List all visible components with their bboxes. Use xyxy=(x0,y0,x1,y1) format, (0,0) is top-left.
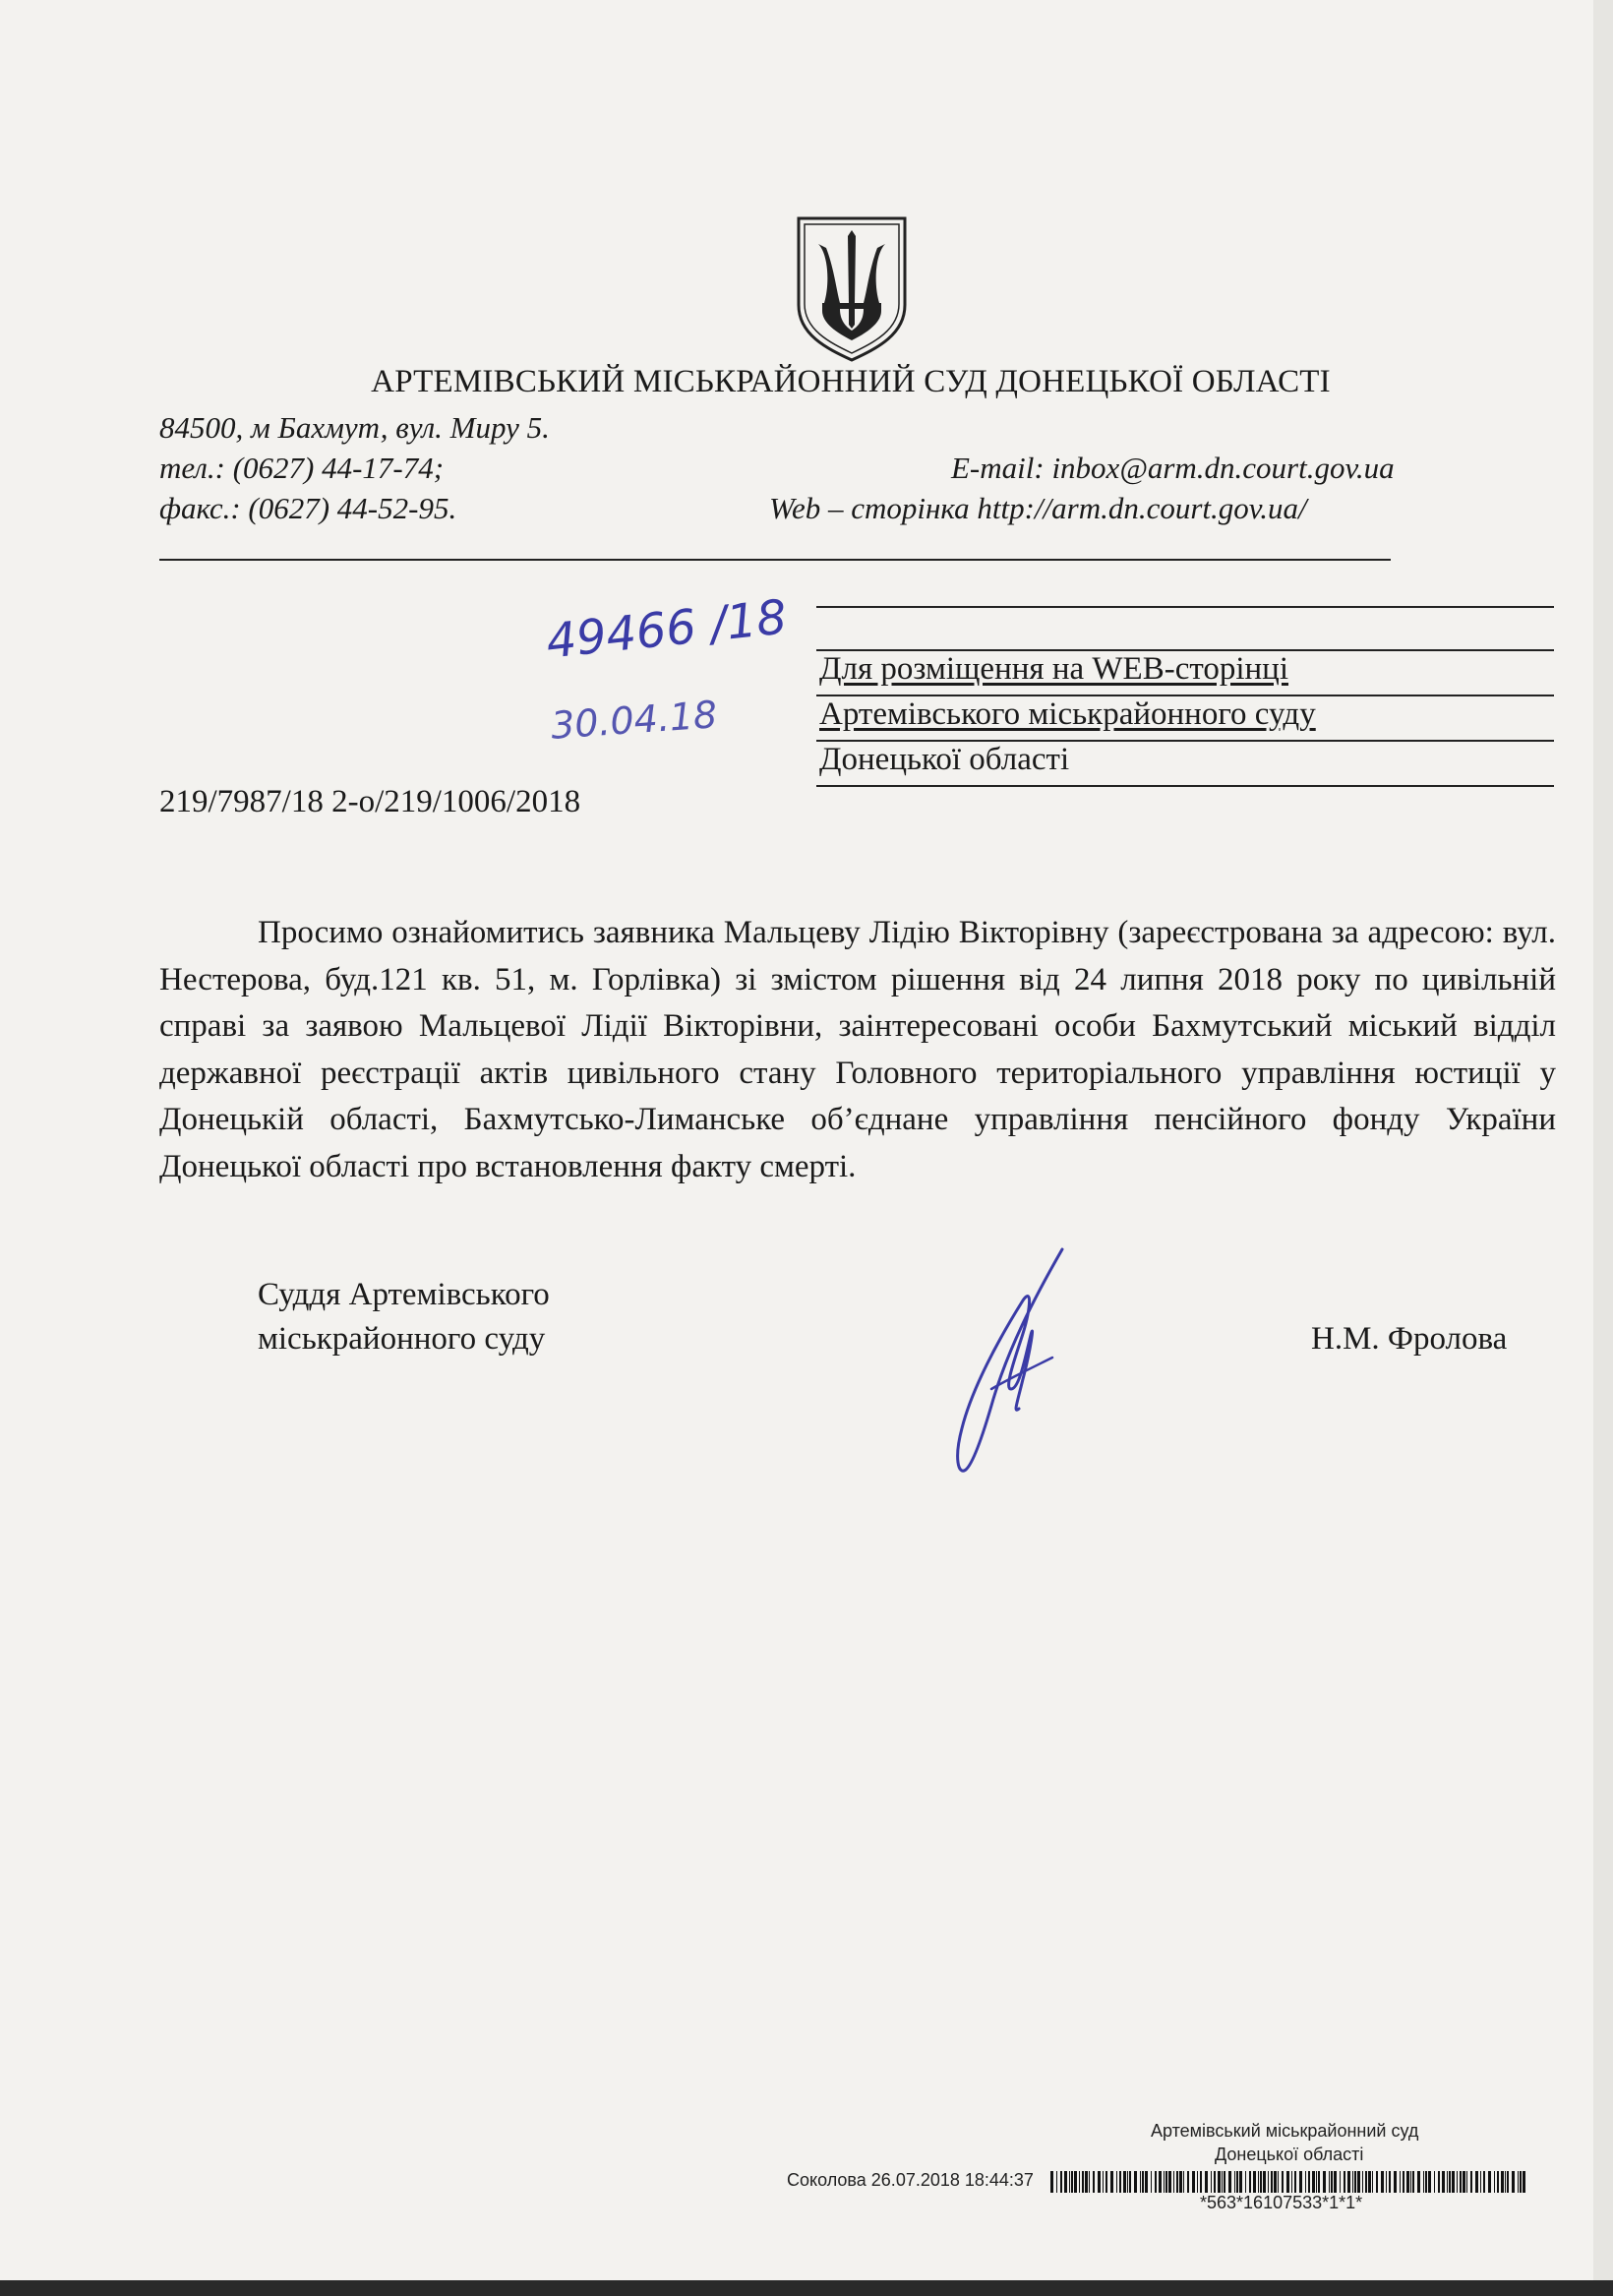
letter-body: Просимо ознайомитись заявника Мальцеву Лідію Вікторівну (зареєстрована за адресою: вул. Нестерова, буд.121 кв. 51, м. Горлівка) зі змістом рішення від 24 липня 2018 року по цивільній справі за заявою Мальцевої Лідії Вікторівни, заінтересовані особи Бахмутський міський відділ державної реєстрації актів цивільного стану Головного територіального управління юстиції у Донецькій області, Бахмутсько-Лиманське об’єднане управління пенсійного фонду України Донецької області про встановлення факту смерті. xyxy=(159,915,1556,1184)
scan-edge-shadow xyxy=(1593,0,1613,2296)
header-divider xyxy=(159,559,1391,561)
barcode-bar xyxy=(1116,2171,1117,2193)
barcode-bar xyxy=(1103,2171,1104,2193)
court-website: Web – сторінка http://arm.dn.court.gov.ua/ xyxy=(769,491,1307,525)
barcode-bar xyxy=(1452,2171,1455,2193)
court-email: E-mail: inbox@arm.dn.court.gov.ua xyxy=(951,451,1395,485)
barcode-bar xyxy=(1253,2171,1256,2193)
barcode-bar xyxy=(1074,2171,1077,2193)
barcode-bar xyxy=(1205,2171,1208,2193)
registration-barcode xyxy=(1050,2171,1527,2193)
barcode-bar xyxy=(1085,2171,1088,2193)
barcode-bar xyxy=(1082,2171,1084,2193)
barcode-bar xyxy=(1155,2171,1157,2193)
barcode-bar xyxy=(1520,2171,1522,2193)
judge-name: Н.М. Фролова xyxy=(1311,1321,1508,1357)
barcode-bar xyxy=(1286,2171,1289,2193)
barcode-bar xyxy=(1069,2171,1070,2193)
barcode-bar xyxy=(1457,2171,1458,2193)
stamp-barcode-code: *563*16107533*1*1* xyxy=(1200,2193,1363,2212)
barcode-bar xyxy=(1428,2171,1431,2193)
barcode-bar xyxy=(1211,2171,1212,2193)
barcode-bar xyxy=(1165,2171,1167,2193)
barcode-bar xyxy=(1110,2171,1113,2193)
barcode-bar xyxy=(1271,2171,1273,2193)
barcode-bar xyxy=(1127,2171,1128,2193)
barcode-bar xyxy=(1329,2171,1330,2193)
barcode-bar xyxy=(1098,2171,1101,2193)
barcode-bar xyxy=(1258,2171,1259,2193)
barcode-bar xyxy=(1362,2171,1363,2193)
barcode-bar xyxy=(1318,2171,1320,2193)
barcode-bar xyxy=(1089,2171,1090,2193)
barcode-bar xyxy=(1475,2171,1478,2193)
barcode-bar xyxy=(1263,2171,1266,2193)
barcode-bar xyxy=(1192,2171,1195,2193)
barcode-bar xyxy=(1438,2171,1440,2193)
barcode-bar xyxy=(1365,2171,1367,2193)
barcode-bar xyxy=(1442,2171,1445,2193)
barcode-bar xyxy=(1123,2171,1126,2193)
barcode-bar xyxy=(1268,2171,1269,2193)
barcode-bar xyxy=(1224,2171,1225,2193)
judge-title-line-2: міськрайонного суду xyxy=(258,1321,546,1357)
barcode-bar xyxy=(1505,2171,1506,2193)
barcode-bar xyxy=(1466,2171,1467,2193)
barcode-bar xyxy=(1460,2171,1462,2193)
barcode-bar xyxy=(1260,2171,1262,2193)
barcode-bar xyxy=(1376,2171,1378,2193)
barcode-bar xyxy=(1299,2171,1302,2193)
addressee-line-1: Для розміщення на WEB-сторінці xyxy=(819,651,1288,687)
handwritten-incoming-number: 49466 /18 xyxy=(543,589,790,670)
barcode-bar xyxy=(1323,2171,1326,2193)
barcode-bar xyxy=(1340,2171,1341,2193)
stamp-court-line-2: Донецької області xyxy=(1215,2145,1364,2164)
barcode-bar xyxy=(1447,2171,1448,2193)
barcode-bar xyxy=(1417,2171,1420,2193)
barcode-bar xyxy=(1239,2171,1242,2193)
barcode-bar xyxy=(1200,2171,1202,2193)
barcode-bar xyxy=(1488,2171,1491,2193)
barcode-bar xyxy=(1507,2171,1509,2193)
barcode-bar xyxy=(1197,2171,1198,2193)
addressee-rule xyxy=(816,785,1554,787)
barcode-bar xyxy=(1494,2171,1495,2193)
barcode-bar xyxy=(1305,2171,1306,2193)
barcode-bar xyxy=(1354,2171,1356,2193)
barcode-bar xyxy=(1434,2171,1435,2193)
coat-of-arms-icon xyxy=(795,214,909,362)
handwritten-date-note: 30.04.18 xyxy=(549,693,719,748)
judge-title-line-1: Суддя Артемівського xyxy=(258,1277,550,1312)
barcode-bar xyxy=(1071,2171,1073,2193)
barcode-bar xyxy=(1406,2171,1409,2193)
addressee-blank-line xyxy=(816,606,1554,608)
barcode-bar xyxy=(1228,2171,1231,2193)
barcode-bar xyxy=(1412,2171,1414,2193)
barcode-bar xyxy=(1105,2171,1107,2193)
barcode-bar xyxy=(1274,2171,1277,2193)
barcode-bar xyxy=(1282,2171,1284,2193)
barcode-bar xyxy=(1357,2171,1360,2193)
case-reference: 219/7987/18 2-о/219/1006/2018 xyxy=(159,784,581,819)
barcode-bar xyxy=(1151,2171,1152,2193)
barcode-bar xyxy=(1308,2171,1310,2193)
barcode-bar xyxy=(1394,2171,1397,2193)
addressee-line-2: Артемівського міськрайонного суду xyxy=(819,696,1316,732)
court-address: 84500, м Бахмут, вул. Миру 5. xyxy=(159,410,550,445)
barcode-bar xyxy=(1483,2171,1485,2193)
barcode-bar xyxy=(1064,2171,1067,2193)
barcode-bar xyxy=(1389,2171,1391,2193)
barcode-bar xyxy=(1079,2171,1080,2193)
barcode-bar xyxy=(1372,2171,1373,2193)
barcode-bar xyxy=(1142,2171,1144,2193)
barcode-bar xyxy=(1222,2171,1223,2193)
barcode-bar xyxy=(1381,2171,1384,2193)
barcode-bar xyxy=(1245,2171,1246,2193)
barcode-bar xyxy=(1410,2171,1411,2193)
barcode-bar xyxy=(1159,2171,1162,2193)
court-name: АРТЕМІВСЬКИЙ МІСЬКРАЙОННИЙ СУД ДОНЕЦЬКОЇ ОБЛАСТІ xyxy=(371,364,1331,399)
addressee-line-3: Донецької області xyxy=(819,742,1070,777)
barcode-bar xyxy=(1236,2171,1238,2193)
barcode-bar xyxy=(1168,2171,1171,2193)
barcode-bar xyxy=(1352,2171,1353,2193)
barcode-bar xyxy=(1423,2171,1424,2193)
barcode-bar xyxy=(1173,2171,1174,2193)
barcode-bar xyxy=(1400,2171,1401,2193)
barcode-bar xyxy=(1249,2171,1251,2193)
barcode-bar xyxy=(1512,2171,1515,2193)
court-fax: факс.: (0627) 44-52-95. xyxy=(159,491,457,525)
barcode-bar xyxy=(1214,2171,1216,2193)
barcode-bar xyxy=(1518,2171,1519,2193)
barcode-bar xyxy=(1334,2171,1337,2193)
barcode-bar xyxy=(1183,2171,1184,2193)
barcode-bar xyxy=(1050,2171,1053,2193)
barcode-bar xyxy=(1403,2171,1404,2193)
stamp-court-line-1: Артемівський міськрайонний суд xyxy=(1151,2121,1419,2141)
barcode-bar xyxy=(1294,2171,1296,2193)
barcode-bar xyxy=(1291,2171,1292,2193)
judge-signature xyxy=(915,1241,1082,1478)
barcode-bar xyxy=(1480,2171,1481,2193)
scan-bottom-edge xyxy=(0,2280,1613,2296)
court-phone: тел.: (0627) 44-17-74; xyxy=(159,451,445,485)
barcode-bar xyxy=(1386,2171,1387,2193)
barcode-bar xyxy=(1134,2171,1137,2193)
barcode-bar xyxy=(1425,2171,1427,2193)
barcode-bar xyxy=(1140,2171,1141,2193)
barcode-bar xyxy=(1463,2171,1465,2193)
barcode-bar xyxy=(1218,2171,1221,2193)
barcode-bar xyxy=(1470,2171,1472,2193)
stamp-clerk-datetime: Соколова 26.07.2018 18:44:37 xyxy=(787,2170,1034,2190)
barcode-bar xyxy=(1187,2171,1189,2193)
barcode-bar xyxy=(1119,2171,1121,2193)
barcode-bar xyxy=(1278,2171,1279,2193)
barcode-bar xyxy=(1344,2171,1345,2193)
barcode-bar xyxy=(1234,2171,1235,2193)
barcode-bar xyxy=(1164,2171,1165,2193)
barcode-bar xyxy=(1523,2171,1525,2193)
barcode-bar xyxy=(1449,2171,1451,2193)
barcode-bar xyxy=(1501,2171,1504,2193)
barcode-bar xyxy=(1129,2171,1131,2193)
barcode-bar xyxy=(1347,2171,1350,2193)
barcode-bar xyxy=(1179,2171,1182,2193)
barcode-bar xyxy=(1316,2171,1317,2193)
barcode-bar xyxy=(1056,2171,1057,2193)
barcode-bar xyxy=(1093,2171,1095,2193)
barcode-bar xyxy=(1368,2171,1371,2193)
barcode-bar xyxy=(1145,2171,1148,2193)
barcode-bar xyxy=(1312,2171,1315,2193)
barcode-bar xyxy=(1060,2171,1062,2193)
barcode-bar xyxy=(1176,2171,1178,2193)
barcode-bar xyxy=(1497,2171,1499,2193)
barcode-bar xyxy=(1331,2171,1333,2193)
